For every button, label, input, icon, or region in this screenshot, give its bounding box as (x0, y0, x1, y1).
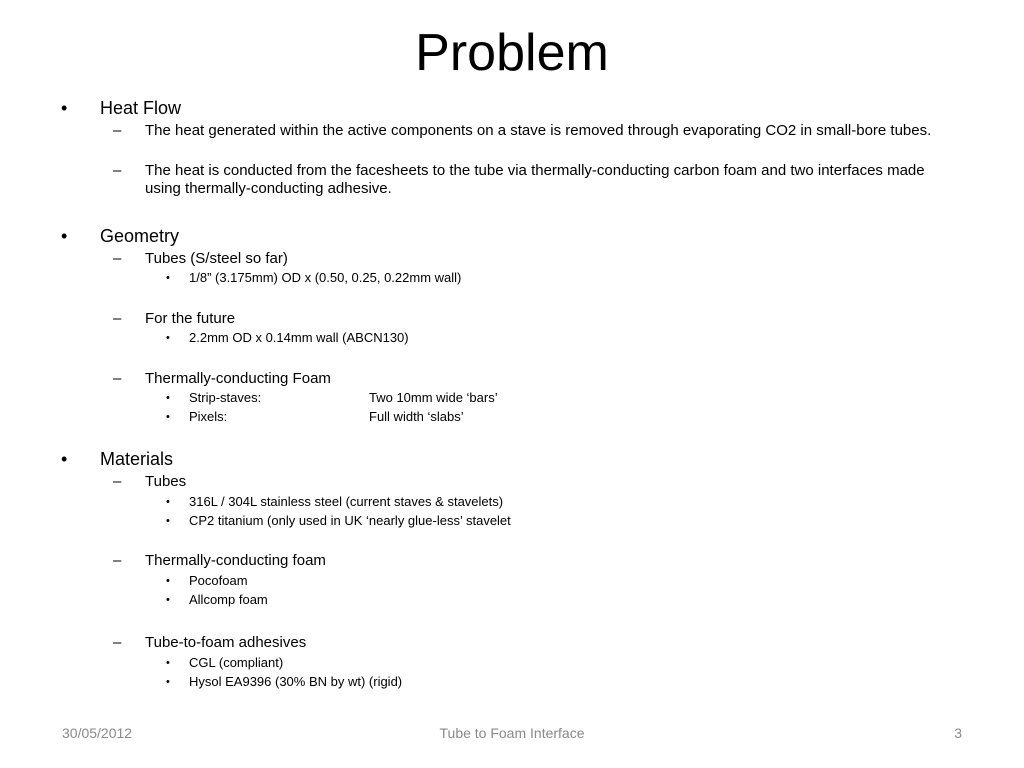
dash-marker: – (113, 370, 122, 387)
footer-title: Tube to Foam Interface (439, 725, 585, 741)
materials-adhesives-label: Tube-to-foam adhesives (145, 634, 307, 651)
bullet-marker: • (166, 575, 170, 587)
geometry-tubes-item: 1/8” (3.175mm) OD x (0.50, 0.25, 0.22mm wall) (189, 270, 462, 285)
materials-tubes-item: CP2 titanium (only used in UK ‘nearly glue-less’ stavelet (189, 513, 511, 528)
bullet-marker: • (166, 392, 170, 404)
bullet-marker: • (166, 676, 170, 688)
heat-flow-item-1: The heat generated within the active components on a stave is removed through evaporating CO2 in small-bore tubes. (145, 122, 932, 139)
materials-adhesives-item: Hysol EA9396 (30% BN by wt) (rigid) (189, 674, 403, 689)
footer-date: 30/05/2012 (62, 725, 133, 741)
bullet-marker: • (166, 496, 170, 508)
materials-tubes-label: Tubes (145, 473, 187, 490)
geometry-tubes-label: Tubes (S/steel so far) (145, 250, 288, 267)
foam-row-key: Pixels: (189, 409, 228, 424)
bullet-marker: • (61, 226, 68, 246)
materials-foam-label: Thermally-conducting foam (145, 552, 326, 569)
slide-title: Problem (415, 24, 609, 82)
bullet-marker: • (166, 515, 170, 527)
dash-marker: – (113, 122, 122, 139)
footer-page-number: 3 (954, 725, 962, 741)
bullet-marker: • (61, 98, 68, 118)
bullet-marker: • (61, 449, 68, 469)
heading-materials: Materials (100, 449, 174, 469)
heading-geometry: Geometry (100, 226, 180, 246)
heading-heat-flow: Heat Flow (100, 98, 182, 118)
dash-marker: – (113, 473, 122, 490)
materials-foam-item: Pocofoam (189, 573, 248, 588)
dash-marker: – (113, 250, 122, 267)
foam-row-key: Strip-staves: (189, 390, 262, 405)
geometry-future-label: For the future (145, 310, 236, 327)
materials-tubes-item: 316L / 304L stainless steel (current staves & stavelets) (189, 494, 504, 509)
geometry-future-item: 2.2mm OD x 0.14mm wall (ABCN130) (189, 330, 409, 345)
bullet-marker: • (166, 657, 170, 669)
foam-row-value: Two 10mm wide ‘bars’ (369, 390, 498, 405)
bullet-marker: • (166, 272, 170, 284)
bullet-marker: • (166, 332, 170, 344)
dash-marker: – (113, 634, 122, 651)
bullet-marker: • (166, 594, 170, 606)
materials-adhesives-item: CGL (compliant) (189, 655, 284, 670)
bullet-marker: • (166, 411, 170, 423)
heat-flow-item-2: The heat is conducted from the facesheets to the tube via thermally-conducting carbon foam and two interfaces made using thermally-conducting adhesive. (145, 162, 925, 197)
dash-marker: – (113, 552, 122, 569)
dash-marker: – (113, 310, 122, 327)
materials-foam-item: Allcomp foam (189, 592, 268, 607)
dash-marker: – (113, 162, 122, 179)
geometry-foam-label: Thermally-conducting Foam (145, 370, 331, 387)
foam-row-value: Full width ‘slabs’ (369, 409, 464, 424)
